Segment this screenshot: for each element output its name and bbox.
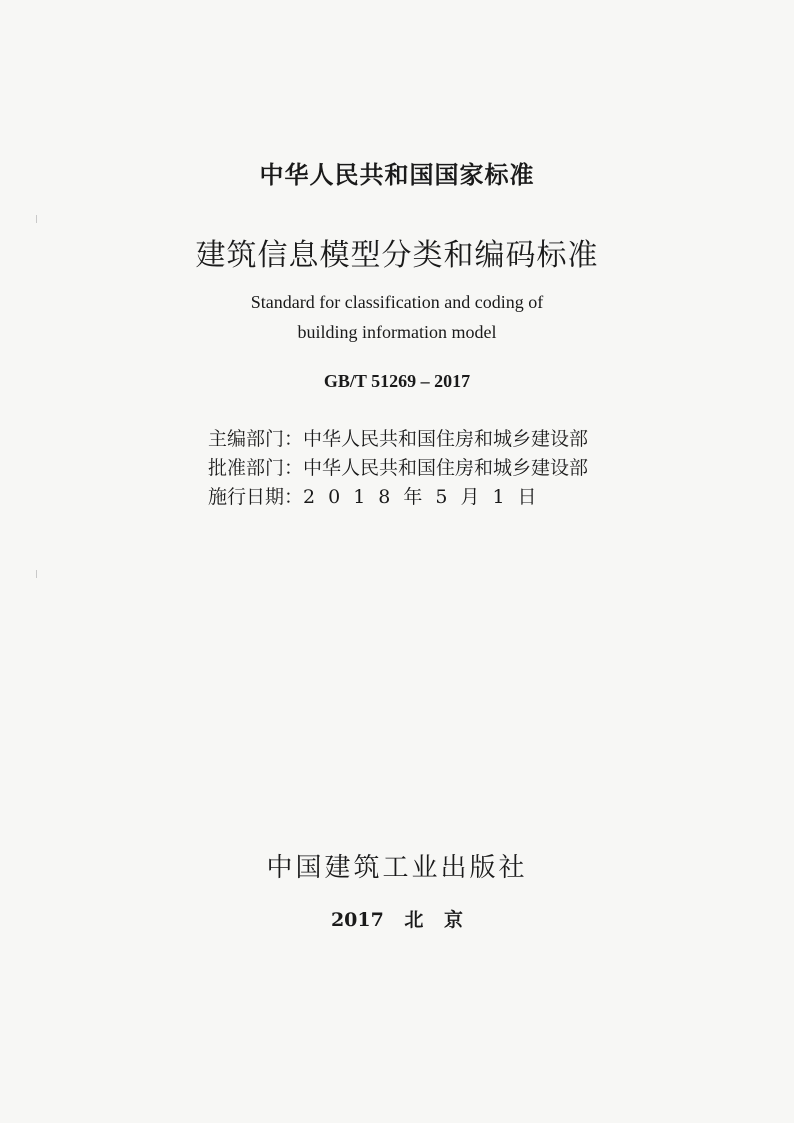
meta-effective-date-label: 施行日期： bbox=[208, 486, 304, 508]
meta-effective-date-value: 2018年5月1日 bbox=[303, 486, 550, 508]
meta-editor-value: 中华人民共和国住房和城乡建设部 bbox=[303, 428, 589, 450]
standard-series: 中华人民共和国国家标准 bbox=[259, 161, 535, 189]
title-english-line1: Standard for classification and coding of bbox=[250, 292, 544, 312]
meta-approver-row bbox=[208, 453, 628, 480]
meta-approver-value: 中华人民共和国住房和城乡建设部 bbox=[303, 457, 589, 479]
publisher: 中国建筑工业出版社 bbox=[266, 853, 528, 883]
meta-editor-label: 主编部门： bbox=[208, 428, 304, 450]
meta-editor-row bbox=[208, 424, 628, 451]
scan-mark bbox=[36, 570, 37, 578]
title-english-line2: building information model bbox=[297, 322, 497, 342]
standard-code: GB/T 51269 – 2017 bbox=[323, 371, 471, 391]
publication-year-place: 2017 北 京 bbox=[330, 909, 464, 931]
meta-effective-date-row bbox=[208, 482, 628, 509]
title-chinese: 建筑信息模型分类和编码标准 bbox=[195, 238, 599, 273]
scan-mark bbox=[36, 215, 37, 223]
meta-approver-label: 批准部门： bbox=[208, 457, 304, 479]
